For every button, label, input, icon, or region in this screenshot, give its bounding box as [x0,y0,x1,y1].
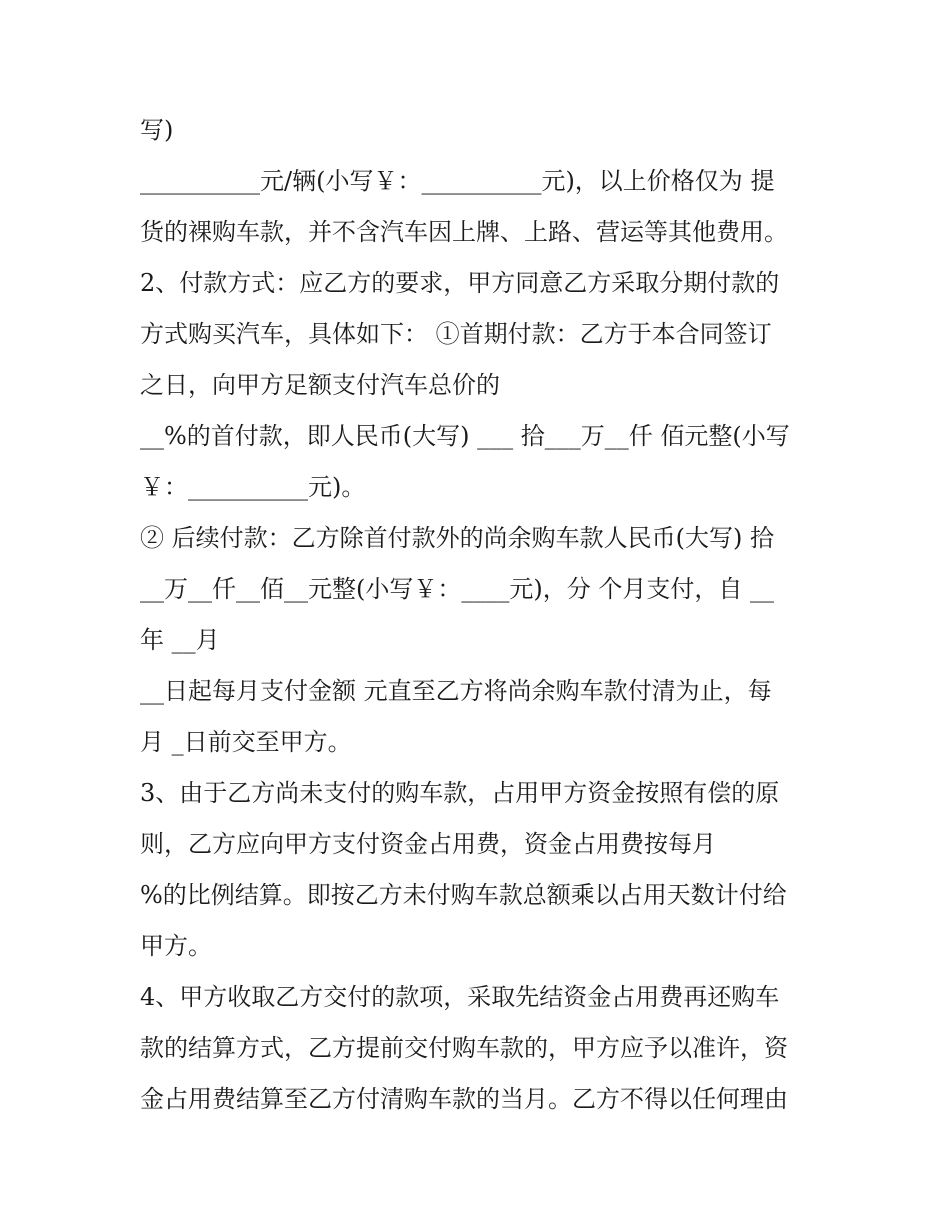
text-line: 3、由于乙方尚未支付的购车款，占用甲方资金按照有偿的原 [140,779,780,807]
text-line: 之日，向甲方足额支付汽车总价的 [140,371,500,399]
text-line: 年 __月 [140,626,220,654]
text-line: 方式购买汽车，具体如下： ①首期付款：乙方于本合同签订 [140,320,772,348]
text-line: 写) [140,116,174,144]
text-line: ② 后续付款：乙方除首付款外的尚余购车款人民币(大写) 拾 [140,524,774,552]
text-line: __________元/辆(小写￥：__________元)，以上价格仅为 提 [140,167,775,195]
text-line: __日起每月支付金额 元直至乙方将尚余购车款付清为止，每 [140,677,772,705]
text-line: 4、甲方收取乙方交付的款项，采取先结资金占用费再还购车 [140,983,780,1011]
text-line: ￥：__________元)。 [140,473,366,501]
text-line: 款的结算方式，乙方提前交付购车款的，甲方应予以准许，资 [140,1034,788,1062]
text-line: 货的裸购车款，并不含汽车因上牌、上路、营运等其他费用。 [140,218,788,246]
text-line: %的比例结算。即按乙方未付购车款总额乘以占用天数计付给 [140,881,787,909]
text-line: 月 _日前交至甲方。 [140,728,352,756]
text-line: __万__仟__佰__元整(小写￥：____元)，分 个月支付，自 __ [140,575,774,603]
text-line: 2、付款方式：应乙方的要求，甲方同意乙方采取分期付款的 [140,269,780,297]
text-line: __%的首付款，即人民币(大写) ___ 拾___万__仟 佰元整(小写 [140,422,790,450]
text-line: 甲方。 [140,932,212,960]
text-line: 金占用费结算至乙方付清购车款的当月。乙方不得以任何理由 [140,1085,788,1113]
text-line: 则，乙方应向甲方支付资金占用费，资金占用费按每月 [140,830,716,858]
